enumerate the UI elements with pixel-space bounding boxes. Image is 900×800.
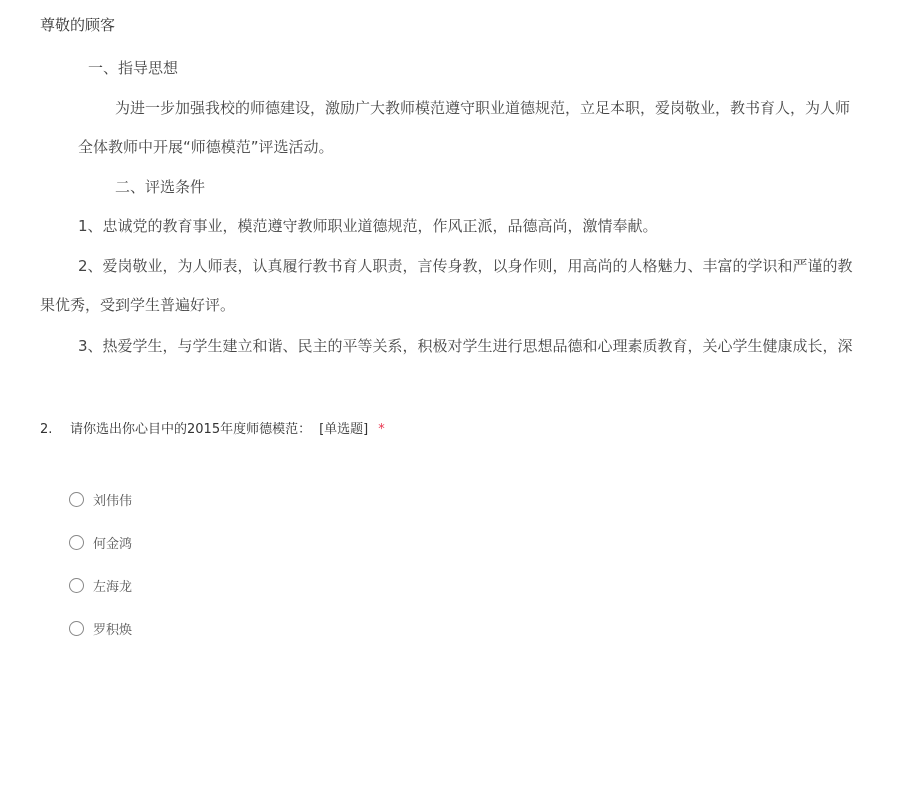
- radio-button-icon[interactable]: [69, 621, 84, 636]
- section-paragraph-line: 为进一步加强我校的师德建设，激励广大教师模范遵守职业道德规范，立足本职，爱岗敬业，教书育人，为人师: [115, 99, 851, 117]
- option-label[interactable]: 罗积焕: [93, 622, 133, 638]
- option-label[interactable]: 刘伟伟: [93, 493, 133, 509]
- radio-button-icon[interactable]: [69, 578, 84, 593]
- question-type-label: [单选题]: [319, 422, 369, 437]
- section-paragraph-line: 全体教师中开展“师德模范”评选活动。: [78, 138, 334, 156]
- option-label[interactable]: 何金鸿: [93, 536, 133, 552]
- option-he-jinhong[interactable]: [68, 531, 132, 553]
- greeting-text: 尊敬的顾客: [40, 16, 116, 34]
- option-label[interactable]: 左海龙: [93, 579, 133, 595]
- option-luo-jihuan[interactable]: [68, 617, 132, 639]
- question-number: 2.: [40, 422, 53, 437]
- criteria-item-2: 2、爱岗敬业，为人师表，认真履行教书育人职责，言传身教，以身作则，用高尚的人格魅力、丰富的学识和严谨的教: [78, 257, 853, 275]
- option-zuo-hailong[interactable]: [68, 574, 132, 596]
- radio-button-icon[interactable]: [69, 492, 84, 507]
- section-title-guiding-thought: 一、指导思想: [88, 59, 179, 77]
- required-marker: *: [378, 422, 385, 437]
- section-title-criteria: 二、评选条件: [115, 178, 206, 196]
- question-title: [40, 420, 880, 440]
- option-liu-weiwei[interactable]: [68, 488, 132, 510]
- radio-button-icon[interactable]: [69, 535, 84, 550]
- criteria-item-1: 1、忠诚党的教育事业，模范遵守教师职业道德规范，作风正派，品德高尚，激情奉献。: [78, 217, 658, 235]
- criteria-item-3: 3、热爱学生，与学生建立和谐、民主的平等关系，积极对学生进行思想品德和心理素质教育，关心学生健康成长，深: [78, 337, 853, 355]
- criteria-item-2-continued: 果优秀，受到学生普遍好评。: [40, 296, 236, 314]
- question-text: 请你选出你心目中的2015年度师德模范：: [70, 422, 312, 437]
